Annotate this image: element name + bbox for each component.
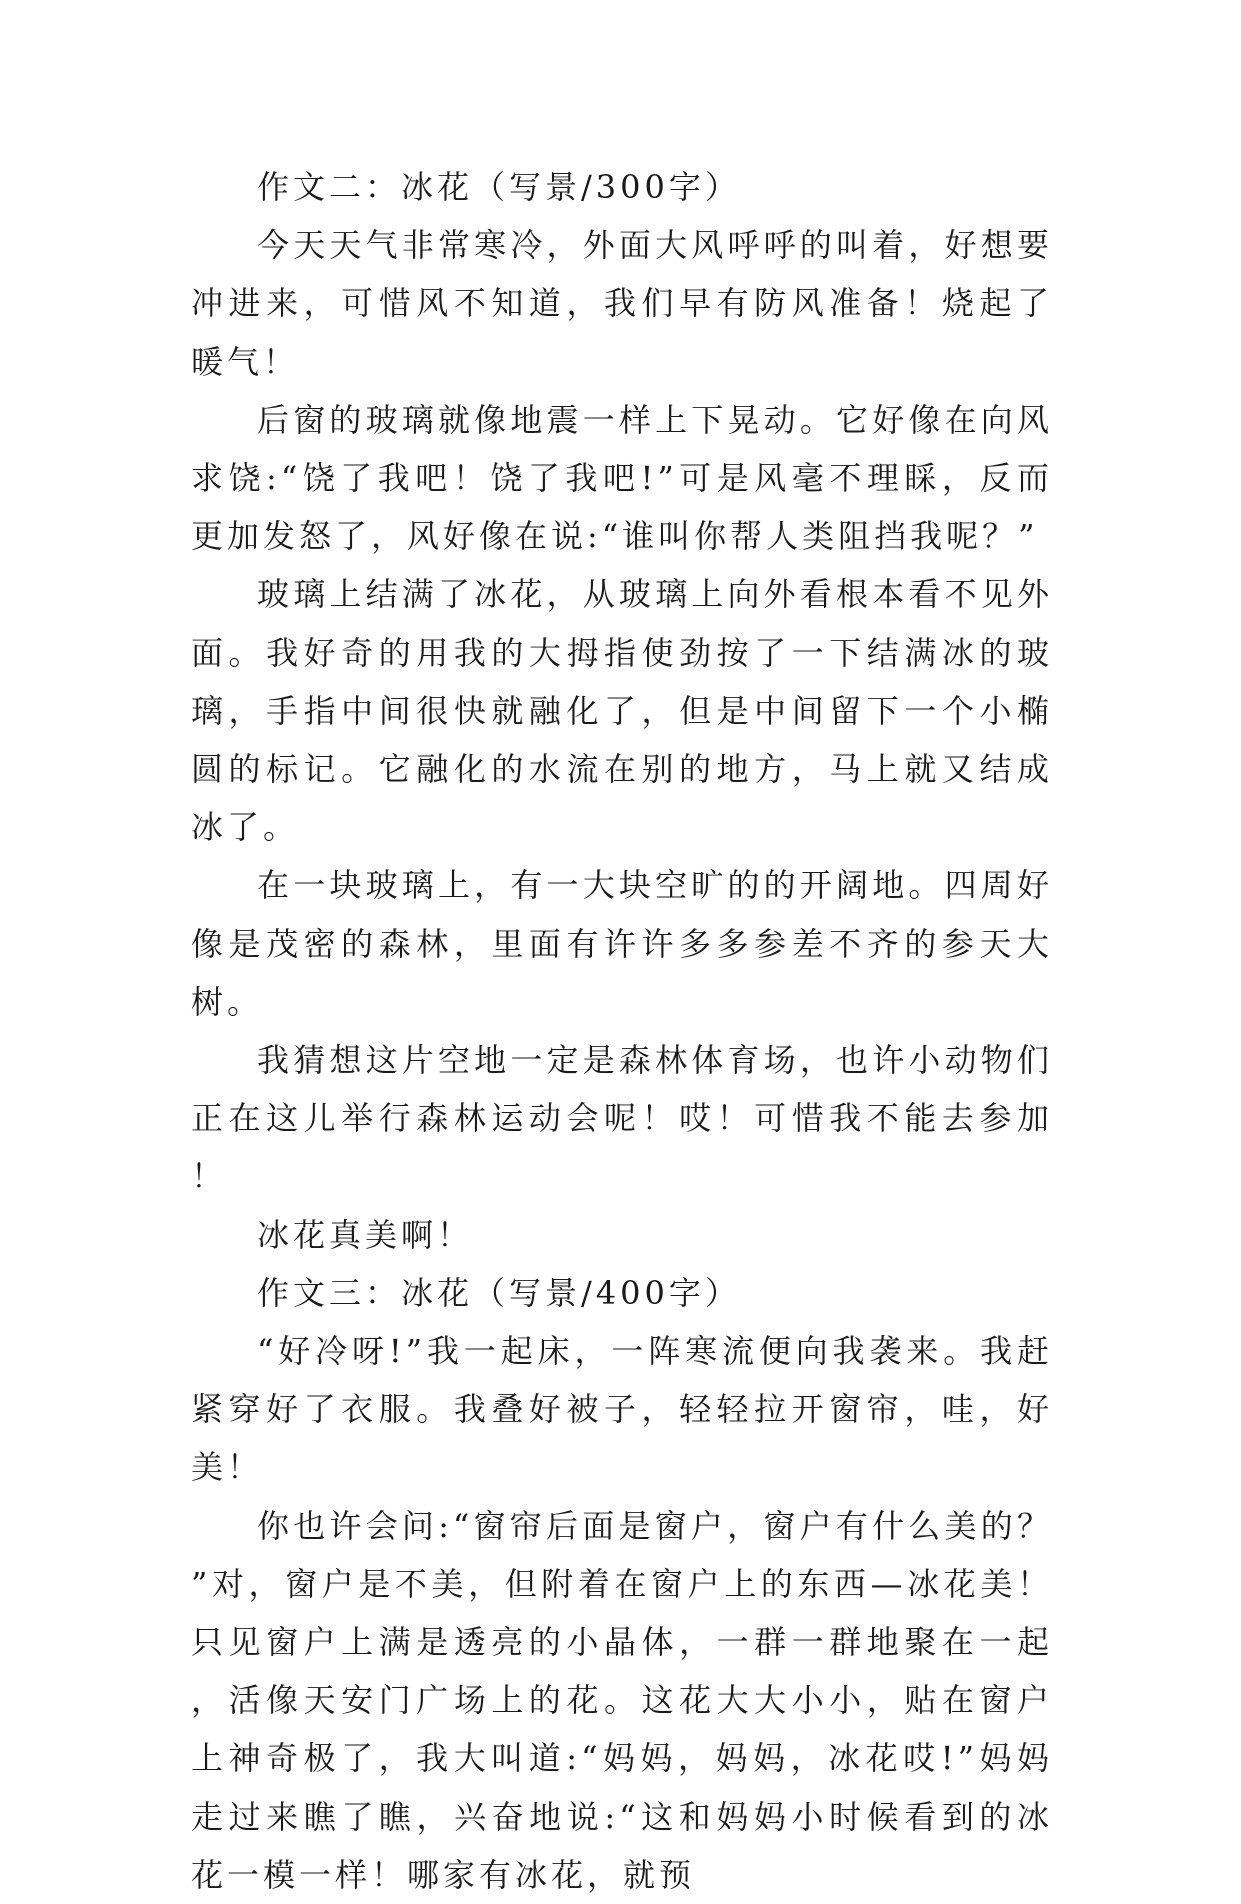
paragraph: 你也许会问:“窗帘后面是窗户，窗户有什么美的？”对，窗户是不美，但附着在窗户上的东西—冰花美！只见窗户上满是透亮的小晶体，一群一群地聚在一起，活像天安门广场上的花。这花大大小小，贴在窗户上神奇极了，我大叫道:“妈妈，妈妈，冰花哎!”妈妈走过来瞧了瞧，兴奋地说:“这和妈妈小时候看到的冰花一模一样！哪家有冰花，就预 bbox=[191, 1506, 1053, 1894]
paragraph: 今天天气非常寒冷，外面大风呼呼的叫着，好想要冲进来，可惜风不知道，我们早有防风准备！烧起了暖气！ bbox=[191, 226, 1053, 381]
essay-two-title: 作文二：冰花（写景/300字） bbox=[257, 168, 741, 206]
essay-three-title: 作文三：冰花（写景/400字） bbox=[257, 1273, 741, 1312]
paragraph: 后窗的玻璃就像地震一样上下晃动。它好像在向风求饶:“饶了我吧！饶了我吧!”可是风毫不理睬，反而更加发怒了，风好像在说:“谁叫你帮人类阻挡我呢？” bbox=[191, 400, 1053, 556]
paragraph: 冰花真美啊！ bbox=[257, 1215, 474, 1254]
paragraph: “好冷呀!”我一起床，一阵寒流便向我袭来。我赶紧穿好了衣服。我叠好被子，轻轻拉开窗帘，哇，好美！ bbox=[191, 1332, 1053, 1487]
document-page bbox=[191, 158, 1053, 1904]
paragraph: 玻璃上结满了冰花，从玻璃上向外看根本看不见外面。我好奇的用我的大拇指使劲按了一下结满冰的玻璃，手指中间很快就融化了，但是中间留下一个小椭圆的标记。它融化的水流在别的地方，马上就又结成冰了。 bbox=[191, 575, 1053, 847]
paragraph: 我猜想这片空地一定是森林体育场，也许小动物们正在这儿举行森林运动会呢！哎！可惜我不能去参加！ bbox=[191, 1041, 1053, 1196]
paragraph: 在一块玻璃上，有一大块空旷的的开阔地。四周好像是茂密的森林，里面有许许多多参差不齐的参天大树。 bbox=[191, 866, 1053, 1021]
